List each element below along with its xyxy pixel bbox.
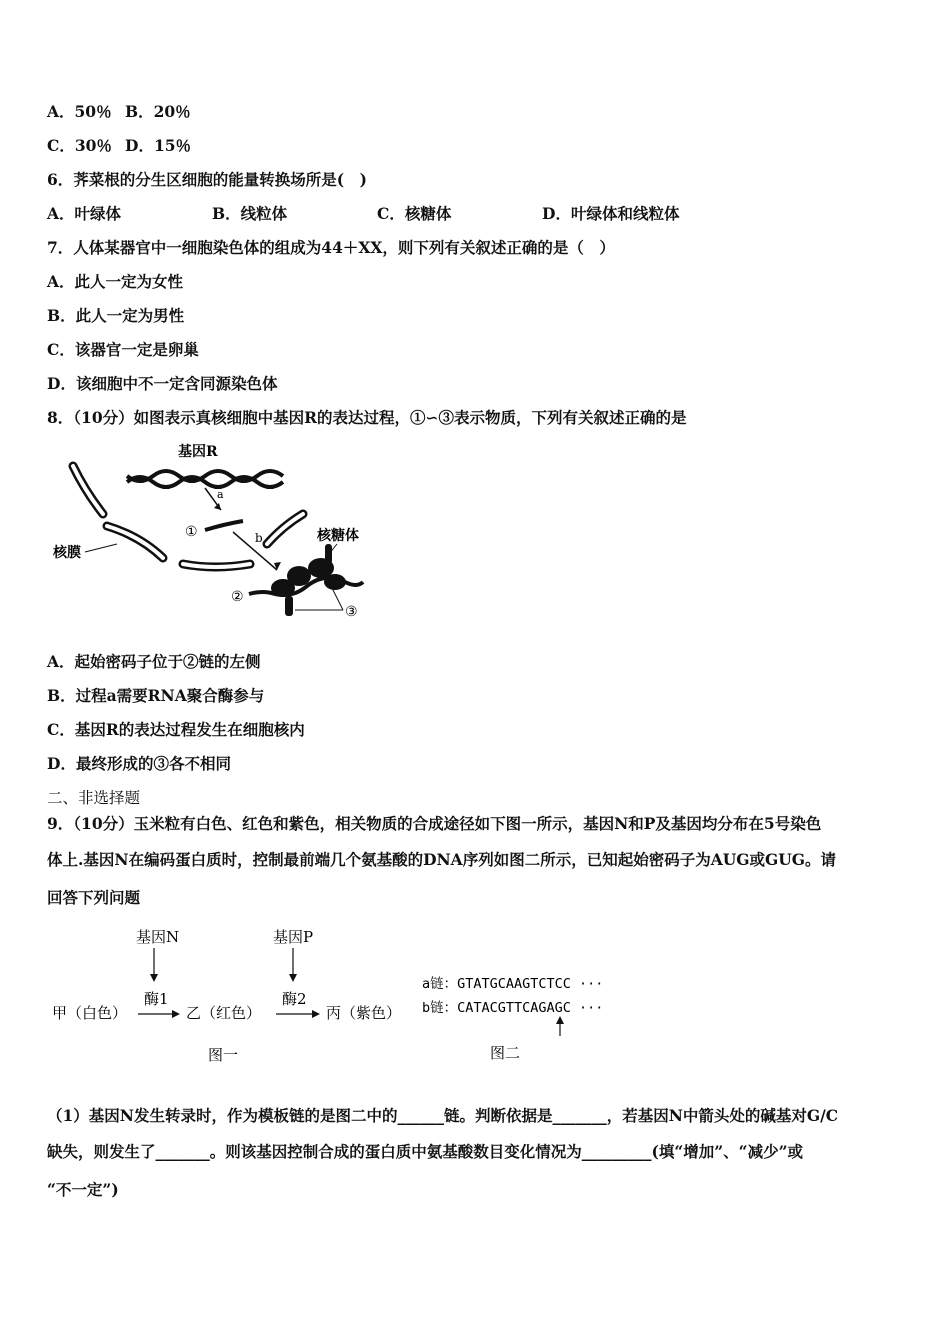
q7-option-b: B．此人一定为男性 xyxy=(47,306,185,325)
gene-r-dna xyxy=(127,471,283,487)
q8-option-c: C．基因R的表达过程发生在细胞核内 xyxy=(47,720,305,739)
peptide-3-label: ③ xyxy=(345,604,358,620)
section-2-title: 二、非选择题 xyxy=(47,789,141,807)
q4-option-b: B．20％ xyxy=(125,102,191,121)
q9-sub1-line2: 缺失，则发生了_______。则该基因控制合成的蛋白质中氨基酸数目变化情况为_________(填“增加”、“减少”或 xyxy=(47,1142,803,1161)
a-chain: a链：GTATGCAAGTCTCC ··· xyxy=(422,976,604,992)
q9-figure-2 xyxy=(420,966,640,1070)
q6-options xyxy=(47,204,679,224)
q6-option-d: D．叶绿体和线粒体 xyxy=(542,204,680,223)
q4-options-row1 xyxy=(47,102,191,122)
q9-line3: 回答下列问题 xyxy=(47,888,141,907)
gene-p-label: 基因P xyxy=(273,928,314,946)
q7-option-d: D．该细胞中不一定含同源染色体 xyxy=(47,374,278,393)
q9-line1: 9．（10分）玉米粒有白色、红色和紫色，相关物质的合成途径如下图一所示，基因N和P及基因均分布在5号染色 xyxy=(47,814,822,833)
q9-line2: 体上.基因N在编码蛋白质时，控制最前端几个氨基酸的DNA序列如图二所示，已知起始密码子为AUG或GUG。请 xyxy=(47,850,836,869)
arrow-a-label: a xyxy=(217,488,224,501)
q8-option-b: B．过程a需要RNA聚合酶参与 xyxy=(47,686,265,705)
q9-sub1-line3: “不一定”) xyxy=(47,1180,119,1199)
gene-n-label: 基因N xyxy=(136,928,180,946)
figure-2-caption: 图二 xyxy=(490,1044,521,1062)
q6-stem: 6．荠菜根的分生区细胞的能量转换场所是( ) xyxy=(47,170,367,189)
q7-stem: 7．人体某器官中一细胞染色体的组成为44＋XX，则下列有关叙述正确的是（ ） xyxy=(47,238,615,257)
ribosome-label: 核糖体 xyxy=(317,528,359,544)
q4-option-d: D．15％ xyxy=(125,136,192,155)
arrow-b-label: b xyxy=(255,531,263,545)
q9-sub1-line1: （1）基因N发生转录时，作为模板链的是图二中的______链。判断依据是_______，若基因N中箭头处的碱基对G/C xyxy=(47,1106,839,1125)
substance-jia: 甲（白色） xyxy=(52,1004,128,1022)
mrna-2-label: ② xyxy=(231,589,244,605)
mrna-1-label: ① xyxy=(185,524,198,540)
q6-option-c: C．核糖体 xyxy=(377,204,452,223)
ribosomes xyxy=(271,544,346,616)
q8-option-a: A．起始密码子位于②链的左侧 xyxy=(47,652,261,671)
q7-option-a: A．此人一定为女性 xyxy=(47,272,184,291)
q8-figure xyxy=(45,436,385,632)
substance-bing: 丙（紫色） xyxy=(326,1004,402,1022)
q9-figure-1 xyxy=(48,922,418,1072)
q4-option-a: A．50％ xyxy=(47,102,112,121)
q7-option-c: C．该器官一定是卵巢 xyxy=(47,340,199,359)
q6-option-a: A．叶绿体 xyxy=(47,204,122,223)
nuclear-membrane-label: 核膜 xyxy=(53,545,81,561)
q8-stem: 8．（10分）如图表示真核细胞中基因R的表达过程，①∽③表示物质，下列有关叙述正确的是 xyxy=(47,408,687,427)
q4-option-c: C．30％ xyxy=(47,136,112,155)
gene-r-label: 基因R xyxy=(178,444,218,460)
b-chain: b链：CATACGTTCAGAGC ··· xyxy=(422,1000,604,1016)
enzyme-1-label: 酶1 xyxy=(144,990,169,1008)
mrna-strand xyxy=(205,521,243,530)
figure-1-caption: 图一 xyxy=(208,1046,239,1064)
enzyme-2-label: 酶2 xyxy=(282,990,307,1008)
substance-yi: 乙（红色） xyxy=(186,1004,262,1022)
q8-option-d: D．最终形成的③各不相同 xyxy=(47,754,231,773)
q6-option-b: B．线粒体 xyxy=(212,204,288,223)
q4-options-row2 xyxy=(47,136,191,156)
